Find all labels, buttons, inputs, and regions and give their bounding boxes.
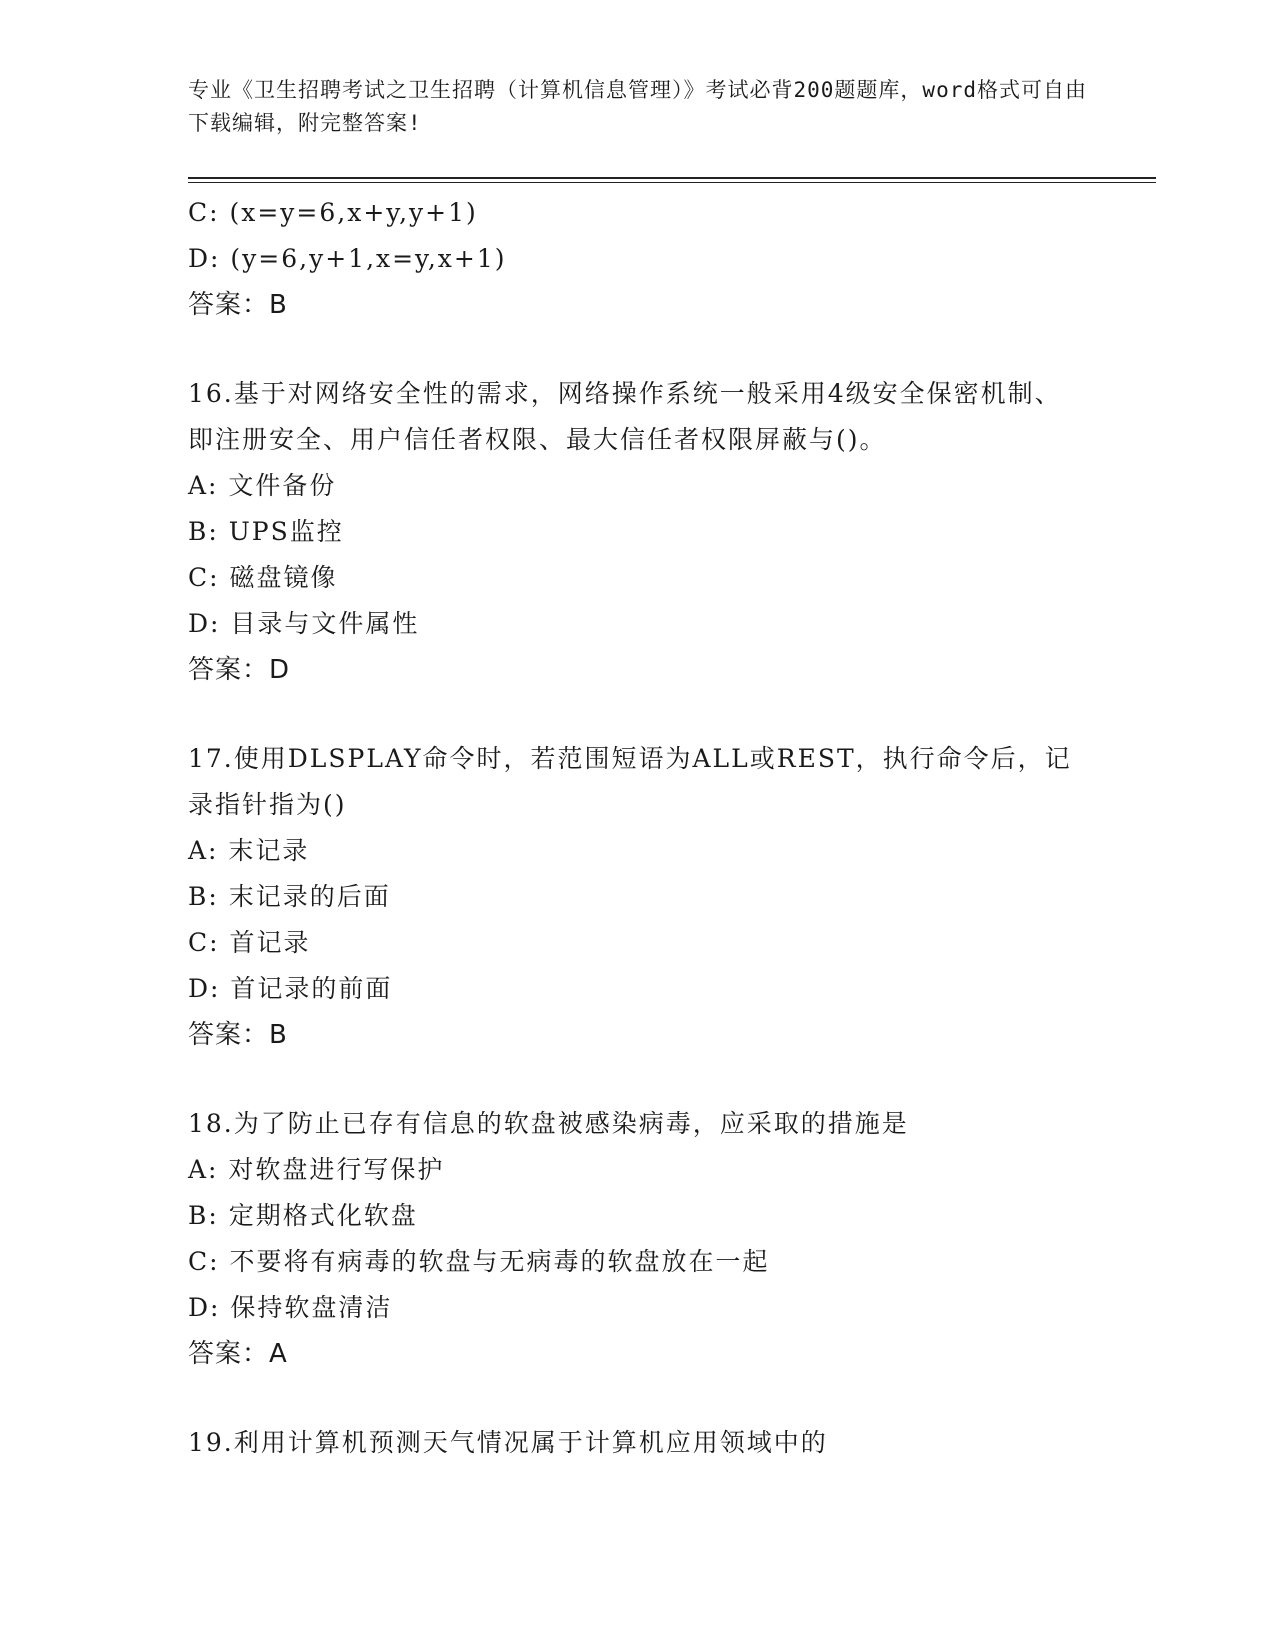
question-16 [188, 371, 1088, 693]
answer-label: 答案：A [188, 1339, 288, 1369]
option-c: C: 磁盘镜像 [188, 563, 338, 592]
option-b: B: 定期格式化软盘 [188, 1201, 418, 1230]
question-list [188, 190, 1088, 1466]
question-19 [188, 1420, 1088, 1466]
question-18 [188, 1101, 1088, 1377]
answer-label: 答案：B [188, 1020, 288, 1050]
question-text: 16.基于对网络安全性的需求，网络操作系统一般采用4级安全保密机制、即注册安全、用户信任者权限、最大信任者权限屏蔽与()。 [188, 379, 1062, 454]
header-divider [188, 177, 1156, 183]
page-header: 专业《卫生招聘考试之卫生招聘（计算机信息管理）》考试必背200题题库，word格式可自由下载编辑，附完整答案! [188, 78, 1087, 135]
option-b: B: UPS监控 [188, 517, 344, 546]
option-c: C: 首记录 [188, 928, 311, 957]
option-a: A: 末记录 [188, 836, 310, 865]
question-text: 19.利用计算机预测天气情况属于计算机应用领域中的 [188, 1428, 828, 1457]
answer-label: 答案：B [188, 290, 288, 320]
option-a: A: 文件备份 [188, 471, 337, 500]
option-a: A: 对软盘进行写保护 [188, 1155, 445, 1184]
question-text: 17.使用DLSPLAY命令时，若范围短语为ALL或REST，执行命令后，记录指针指为() [188, 744, 1072, 819]
option-c: C: (x=y=6,x+y,y+1) [188, 198, 478, 227]
question-text: 18.为了防止已存有信息的软盘被感染病毒，应采取的措施是 [188, 1109, 909, 1138]
answer-label: 答案：D [188, 655, 291, 685]
option-b: B: 末记录的后面 [188, 882, 391, 911]
option-d: D: 保持软盘清洁 [188, 1293, 393, 1322]
option-c: C: 不要将有病毒的软盘与无病毒的软盘放在一起 [188, 1247, 770, 1276]
option-d: D: 首记录的前面 [188, 974, 393, 1003]
option-d: D: 目录与文件属性 [188, 609, 420, 638]
question-17 [188, 736, 1088, 1058]
option-d: D: (y=6,y+1,x=y,x+1) [188, 244, 507, 273]
